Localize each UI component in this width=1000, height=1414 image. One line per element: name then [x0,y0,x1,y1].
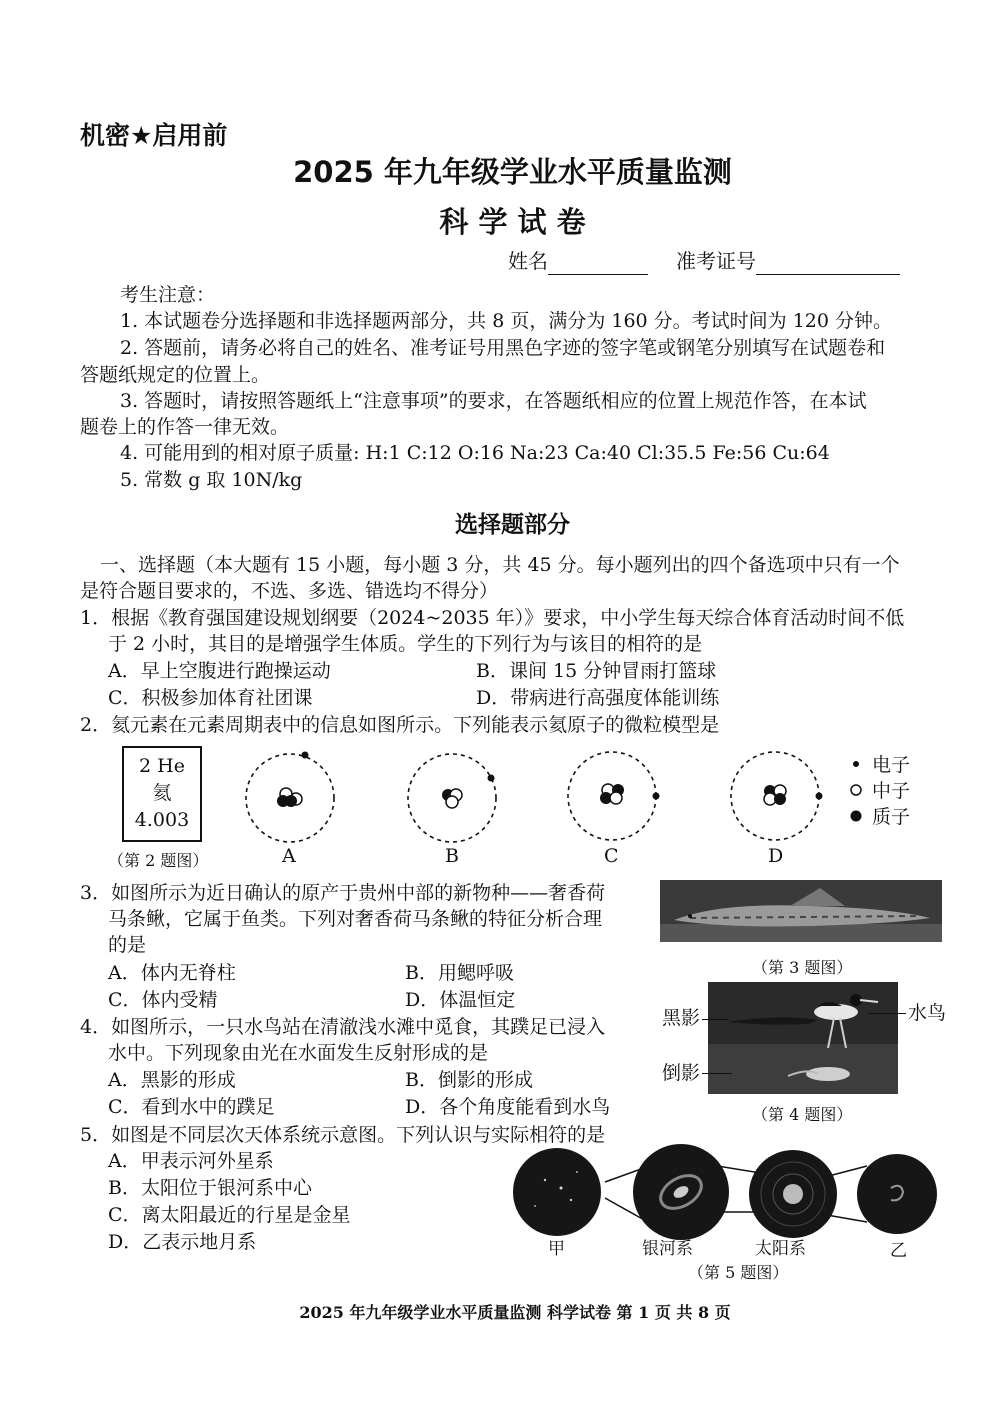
element-mass: 4.003 [134,809,190,831]
page-footer: 2025 年九年级学业水平质量监测 科学试卷 第 1 页 共 8 页 [299,1303,731,1322]
legend-proton: 质子 [872,806,911,828]
q4-option-d: D．各个角度能看到水鸟 [405,1096,611,1118]
q3-stem-2: 马条鳅，它属于鱼类。下列对奢香荷马条鳅的特征分析合理 [108,908,603,930]
name-blank [548,254,648,275]
notice-item-4: 4. 可能用到的相对原子质量: H:1 C:12 O:16 Na:23 Ca:40 Cl:35.5 Fe:56 Cu:64 [120,442,830,464]
q3-stem-3: 的是 [108,934,147,956]
q3-caption: （第 3 题图） [752,958,853,977]
q4-option-a: A．黑影的形成 [108,1069,236,1091]
label-reflection: 倒影 [662,1062,701,1084]
label-yi: 乙 [890,1241,907,1261]
notice-item-3: 3. 答题时，请按照答题纸上“注意事项”的要求，在答题纸相应的位置上规范作答，在本试 [120,390,867,412]
notice-item-5: 5. 常数 g 取 10N/kg [120,469,303,491]
proton-symbol [851,811,862,822]
name-field [508,248,648,275]
model-label-b: B [445,845,459,867]
label-solar-system: 太阳系 [755,1239,806,1259]
circle-jia [513,1148,601,1236]
fish-photo [660,880,942,942]
q4-option-c: C．看到水中的蹼足 [108,1096,275,1118]
atom-model-c [568,752,660,840]
legend-neutron: 中子 [872,780,911,802]
electron-symbol [853,761,859,767]
q4-stem-1: 4．如图所示，一只水鸟站在清澈浅水滩中觅食，其蹼足已浸入 [80,1016,606,1038]
q1-stem-2: 于 2 小时，其目的是增强学生体质。学生的下列行为与该目的相符的是 [108,633,703,655]
q5-option-b: B．太阳位于银河系中心 [108,1177,312,1199]
q5-option-d: D．乙表示地月系 [108,1231,257,1253]
q2-caption: （第 2 题图） [108,851,209,870]
q5-option-c: C．离太阳最近的行星是金星 [108,1204,351,1226]
element-card [122,746,202,842]
label-jia: 甲 [548,1239,565,1259]
q3-option-b: B．用鳃呼吸 [405,962,514,984]
reflection-pointer [702,1073,732,1074]
atom-model-a [246,752,334,843]
bird-photo [708,982,898,1094]
q2-atom-models [230,740,850,870]
bird-pointer [868,1013,906,1014]
legend-symbols [846,752,866,832]
q2-stem: 2．氦元素在元素周期表中的信息如图所示。下列能表示氦原子的微粒模型是 [80,714,720,736]
q3-option-d: D．体温恒定 [405,989,516,1011]
q1-option-c: C．积极参加体育社团课 [108,687,313,709]
notice-item-1: 1. 本试题卷分选择题和非选择题两部分，共 8 页，满分为 160 分。考试时间为 120 分钟。 [120,310,893,332]
q5-stem: 5．如图是不同层次天体系统示意图。下列认识与实际相符的是 [80,1124,606,1146]
exam-subtitle: 科 学 试 卷 [439,205,586,239]
q1-option-d: D．带病进行高强度体能训练 [476,687,720,709]
notice-item-3-cont: 题卷上的作答一律无效。 [80,416,290,438]
q4-caption: （第 4 题图） [752,1105,853,1124]
notice-item-2-cont: 答题纸规定的位置上。 [80,364,271,386]
q5-caption: （第 5 题图） [688,1263,789,1282]
notice-item-2: 2. 答题前，请务必将自己的姓名、准考证号用黑色字迹的签字笔或钢笔分别填写在试题卷和 [120,337,886,359]
q5-option-a: A．甲表示河外星系 [108,1150,274,1172]
atom-model-b [408,754,496,842]
circle-yi [857,1154,937,1234]
exam-id-label: 准考证号 [676,249,756,273]
section-title: 选择题部分 [455,512,570,538]
q1-option-b: B．课间 15 分钟冒雨打篮球 [476,660,717,682]
atom-model-d [731,752,823,840]
exam-id-field [676,248,900,275]
circle-milky-way [633,1144,729,1240]
confidential-label: 机密★启用前 [80,121,228,150]
neutron-symbol [851,785,861,795]
label-milky-way: 银河系 [642,1239,693,1259]
q1-option-a: A．早上空腹进行跑操运动 [108,660,331,682]
notice-heading: 考生注意： [120,284,216,306]
model-label-d: D [768,845,784,867]
section-intro-1: 一、选择题（本大题有 15 小题，每小题 3 分，共 45 分。每小题列出的四个备选项中只有一个 [100,554,900,576]
exam-id-blank [756,254,900,275]
element-number-symbol: 2 He [139,755,185,777]
label-shadow: 黑影 [662,1007,701,1029]
q3-stem-1: 3．如图所示为近日确认的原产于贵州中部的新物种——奢香荷 [80,882,606,904]
model-label-a: A [282,845,296,867]
celestial-systems-diagram [505,1142,945,1242]
label-bird: 水鸟 [908,1002,947,1024]
q4-stem-2: 水中。下列现象由光在水面发生反射形成的是 [108,1042,489,1064]
q3-option-c: C．体内受精 [108,989,218,1011]
section-intro-2: 是符合题目要求的，不选、多选、错选均不得分） [80,580,499,602]
exam-title: 2025 年九年级学业水平质量监测 [293,155,732,189]
circle-solar-system [749,1150,837,1238]
q3-option-a: A．体内无脊柱 [108,962,236,984]
element-name: 氦 [152,782,172,804]
q4-option-b: B．倒影的形成 [405,1069,533,1091]
q1-stem-1: 1．根据《教育强国建设规划纲要（2024~2035 年）》要求，中小学生每天综合体育活动时间不低 [80,607,905,629]
shadow-pointer [702,1019,728,1020]
model-label-c: C [604,845,619,867]
name-label: 姓名 [508,249,548,273]
legend-electron: 电子 [872,754,911,776]
